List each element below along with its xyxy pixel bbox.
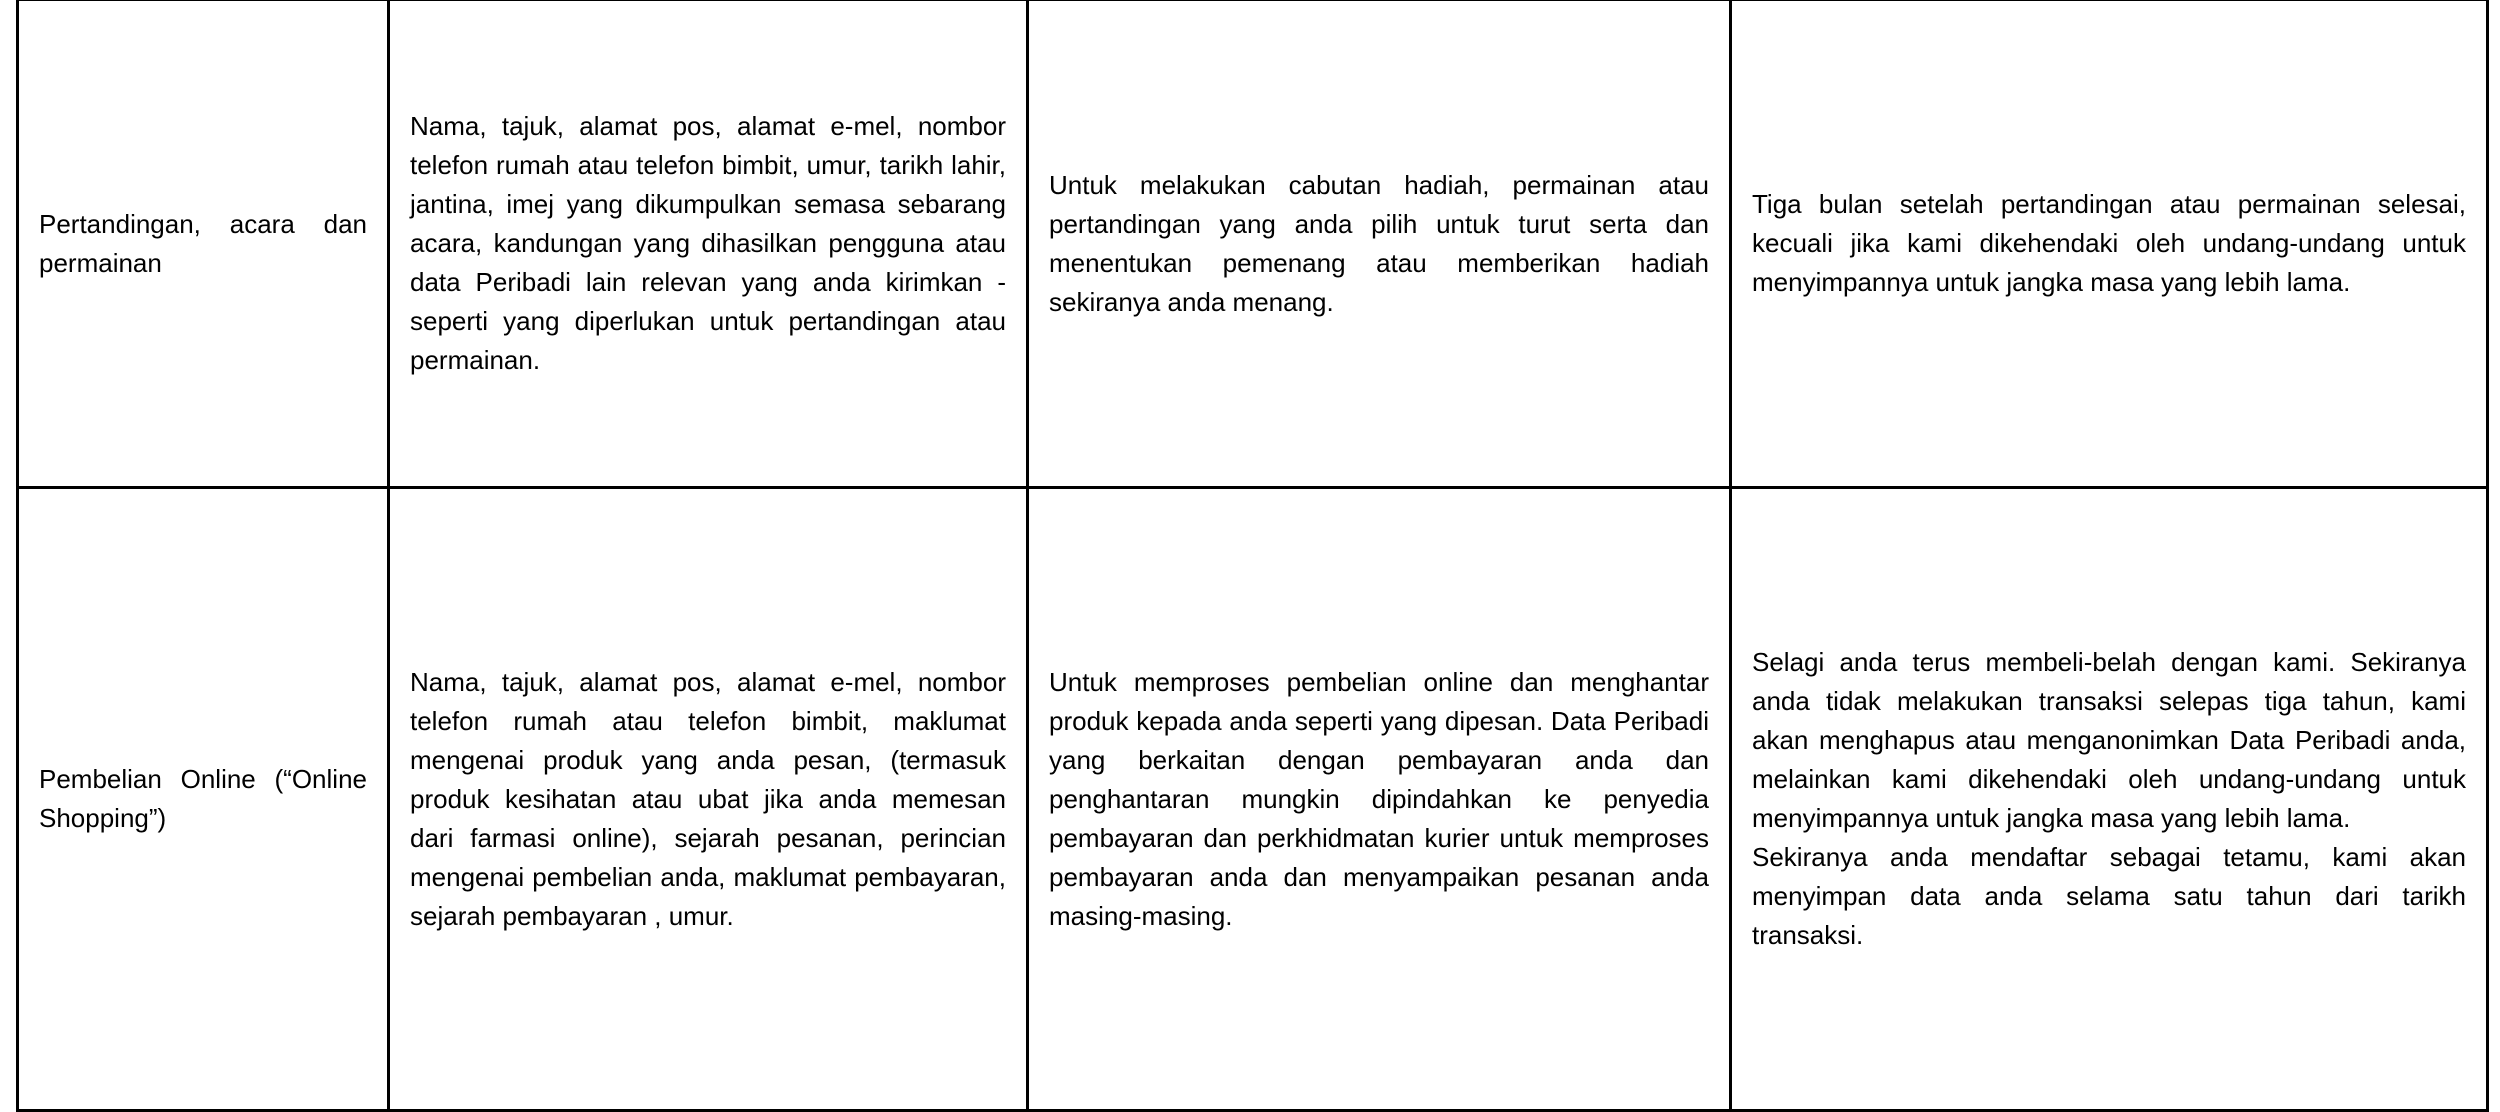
activity-cell: Pembelian Online (“Online Shopping”) bbox=[18, 488, 389, 1111]
retention-cell bbox=[1731, 488, 2488, 1111]
retention-paragraph: Selagi anda terus membeli-belah dengan kami. Sekiranya anda tidak melakukan transaksi selepas tiga tahun, kami akan menghapus atau menganonimkan Data Peribadi anda, melainkan kami dikehendaki oleh undang-undang untuk menyimpannya untuk jangka masa yang lebih lama. bbox=[1752, 647, 2466, 833]
retention-paragraph: Sekiranya anda mendaftar sebagai tetamu, kami akan menyimpan data anda selama satu tahun dari tarikh transaksi. bbox=[1752, 842, 2466, 950]
table-row bbox=[18, 488, 2488, 1111]
data-collected-cell: Nama, tajuk, alamat pos, alamat e-mel, nombor telefon rumah atau telefon bimbit, umur, tarikh lahir, jantina, imej yang dikumpulkan semasa sebarang acara, kandungan yang dihasilkan pengguna atau data Peribadi lain relevan yang anda kirimkan - seperti yang diperlukan untuk pertandingan atau permainan. bbox=[389, 0, 1028, 488]
retention-cell bbox=[1731, 0, 2488, 488]
purpose-cell: Untuk melakukan cabutan hadiah, permainan atau pertandingan yang anda pilih untuk turut serta dan menentukan pemenang atau memberikan hadiah sekiranya anda menang. bbox=[1028, 0, 1731, 488]
retention-paragraph: Tiga bulan setelah pertandingan atau permainan selesai, kecuali jika kami dikehendaki oleh undang-undang untuk menyimpannya untuk jangka masa yang lebih lama. bbox=[1752, 189, 2466, 297]
purpose-cell: Untuk memproses pembelian online dan menghantar produk kepada anda seperti yang dipesan. Data Peribadi yang berkaitan dengan pembayaran anda dan penghantaran mungkin dipindahkan ke penyedia pembayaran dan perkhidmatan kurier untuk memproses pembayaran anda dan menyampaikan pesanan anda masing-masing. bbox=[1028, 488, 1731, 1111]
data-collected-cell: Nama, tajuk, alamat pos, alamat e-mel, nombor telefon rumah atau telefon bimbit, maklumat mengenai produk yang anda pesan, (termasuk produk kesihatan atau ubat jika anda memesan dari farmasi online), sejarah pesanan, perincian mengenai pembelian anda, maklumat pembayaran, sejarah pembayaran , umur. bbox=[389, 488, 1028, 1111]
data-retention-table bbox=[16, 0, 2489, 1112]
table-row bbox=[18, 0, 2488, 488]
activity-cell: Pertandingan, acara dan permainan bbox=[18, 0, 389, 488]
